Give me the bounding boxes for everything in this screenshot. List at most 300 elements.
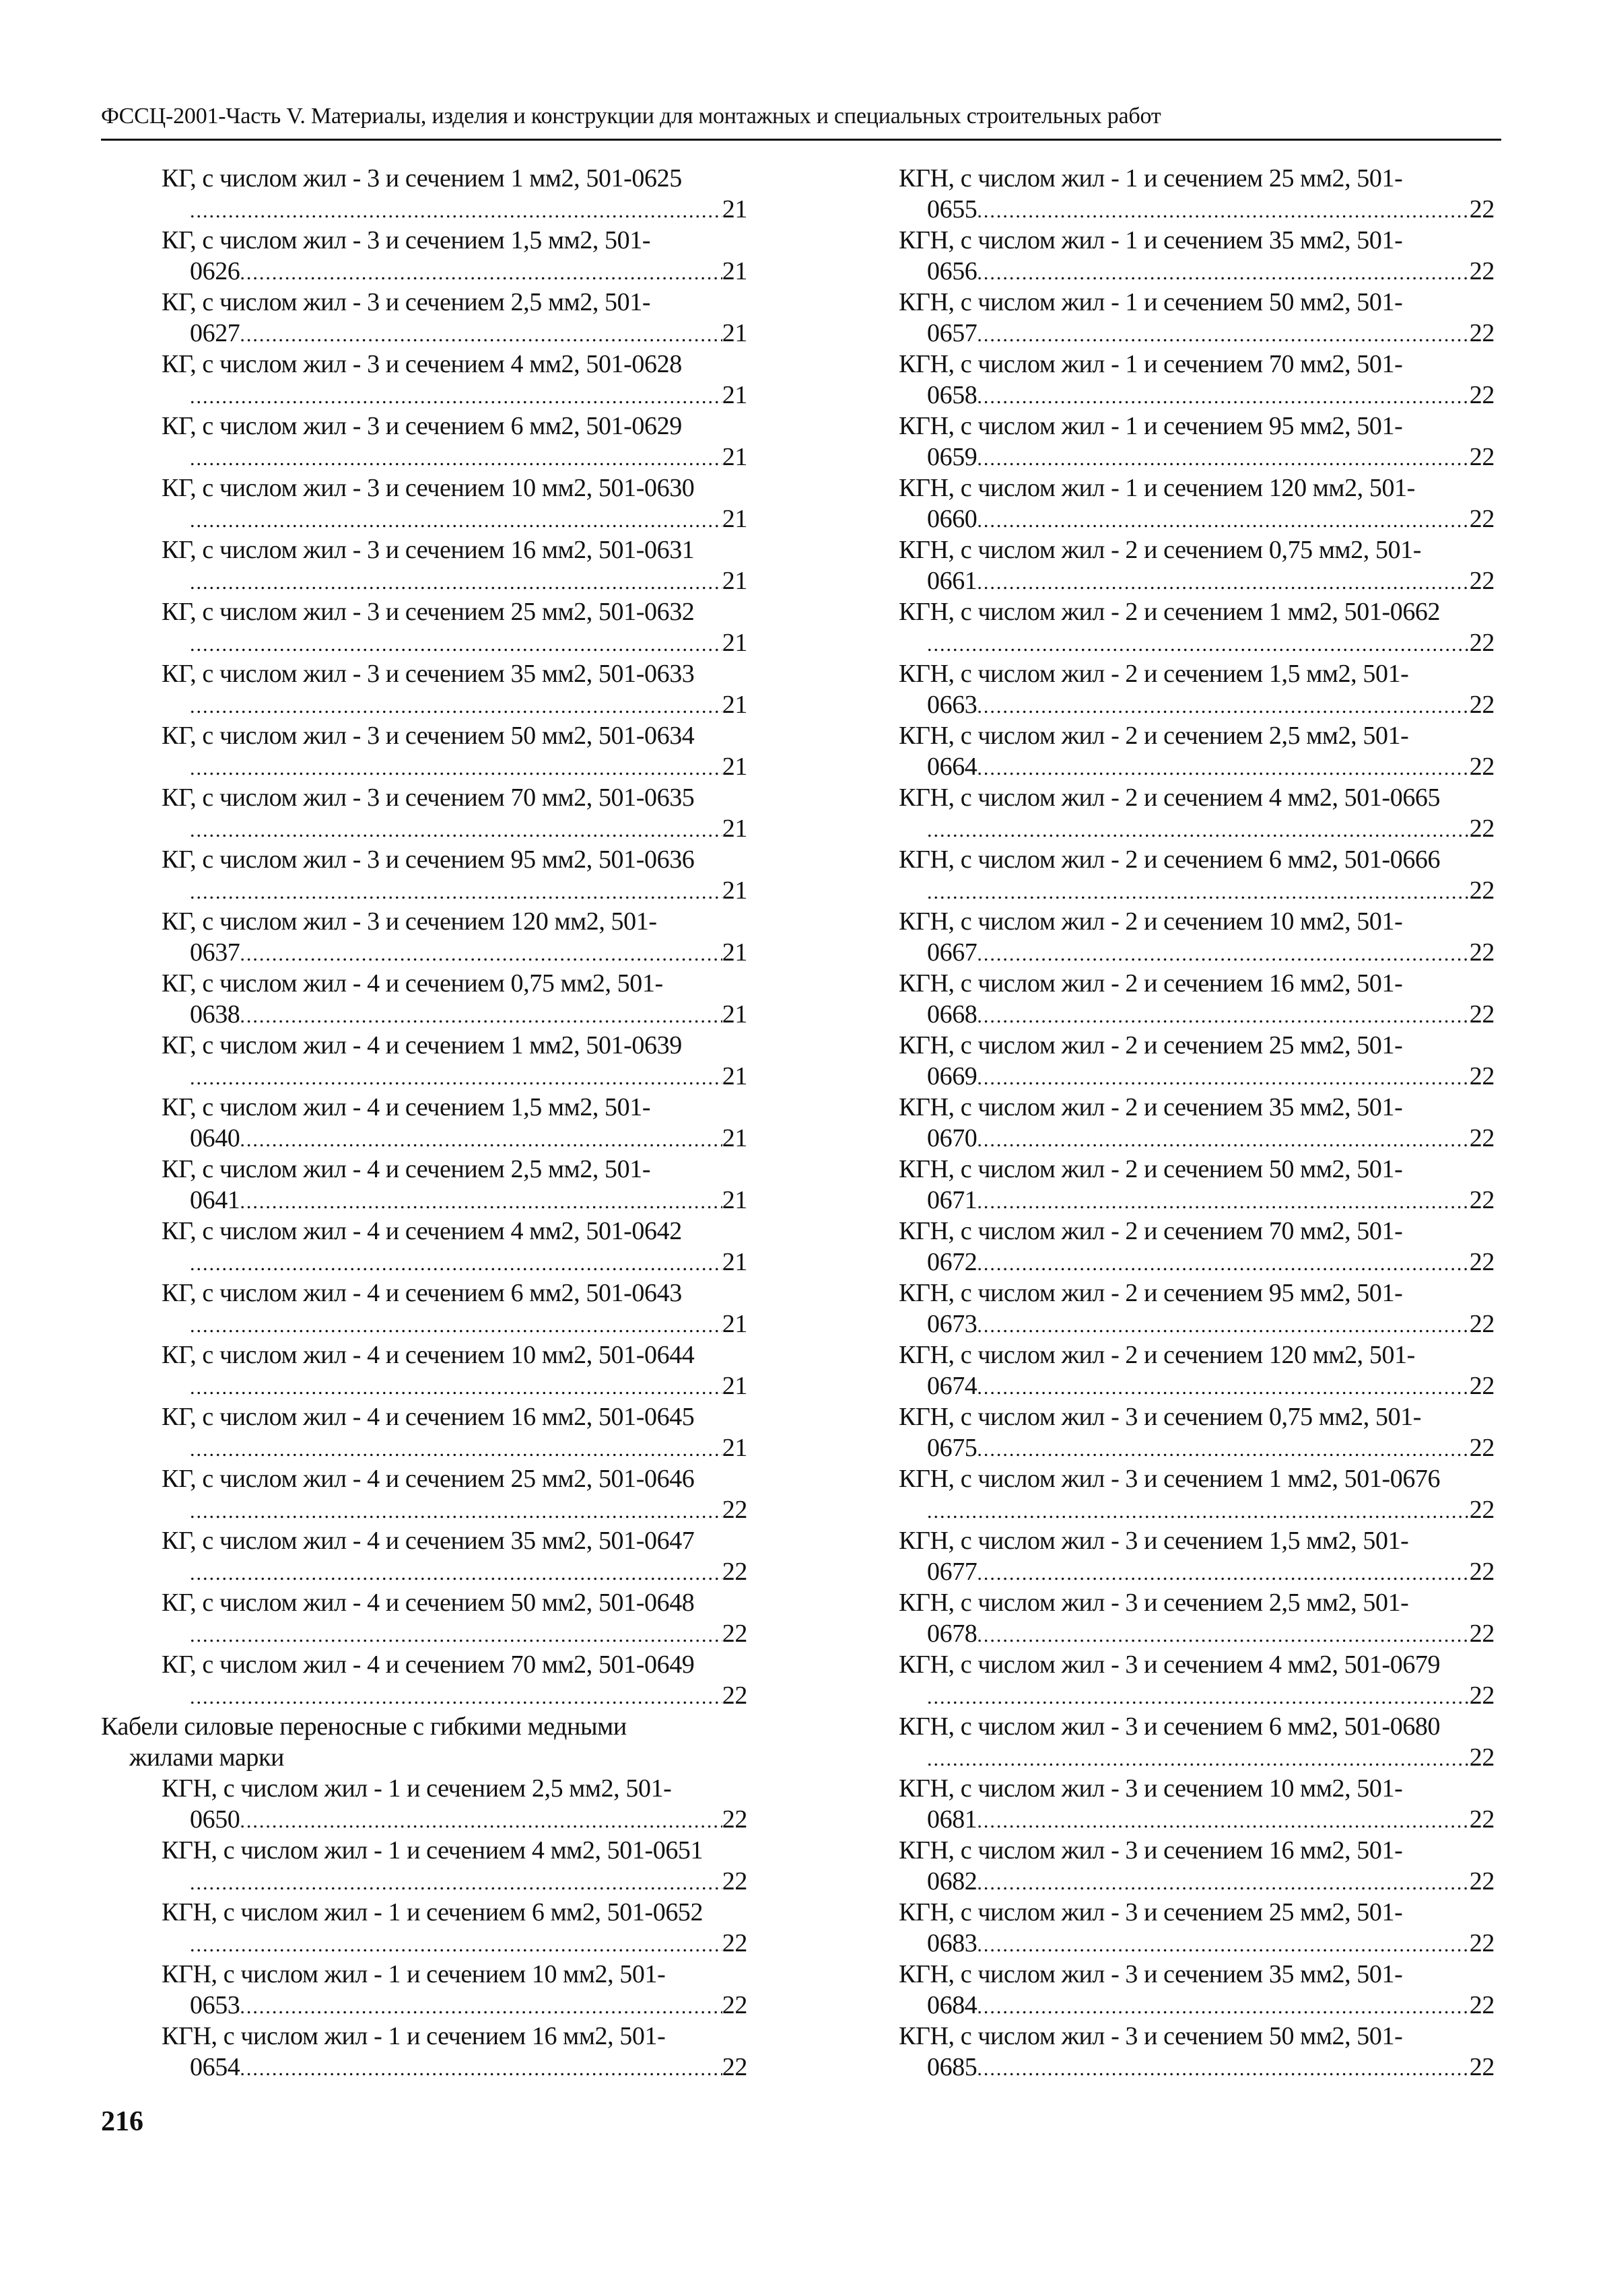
dot-leader [240, 258, 722, 289]
dot-leader [190, 1249, 722, 1280]
entry-code-tail: 0658 [927, 381, 977, 409]
entry-code-tail: 0675 [927, 1434, 977, 1462]
dot-leader [190, 444, 722, 475]
dot-leader [190, 1372, 722, 1403]
entry-leader-line [190, 1618, 747, 1651]
index-entry [899, 534, 1495, 596]
entry-title: КГН, с числом жил - 3 и сечением 50 мм2, 501- [899, 2022, 1403, 2050]
entry-title: КГН, с числом жил - 3 и сечением 6 мм2, 501-0680 [899, 1712, 1441, 1741]
entry-leader-line [927, 1494, 1495, 1527]
index-entry [162, 1030, 747, 1092]
entry-code-tail: 0664 [927, 753, 977, 781]
entry-code-tail: 0672 [927, 1248, 977, 1276]
entry-code-tail: 0661 [927, 567, 977, 595]
entry-title: КГН, с числом жил - 2 и сечением 25 мм2, 501- [899, 1031, 1403, 1059]
entry-title: КГН, с числом жил - 1 и сечением 10 мм2, 501- [162, 1960, 666, 1988]
dot-leader [927, 815, 1470, 846]
dot-leader [190, 753, 722, 784]
entry-code-tail: 0669 [927, 1062, 977, 1090]
entry-code-tail: 0667 [927, 938, 977, 967]
entry-leader-line [190, 1309, 747, 1342]
entry-leader-line [927, 1990, 1495, 2023]
index-entry [162, 1525, 747, 1587]
dot-leader [977, 1311, 1469, 1342]
entry-title: КГ, с числом жил - 3 и сечением 16 мм2, 501-0631 [162, 536, 695, 564]
entry-page-number: 21 [722, 1310, 747, 1338]
entry-code-tail: 0650 [190, 1805, 240, 1834]
entry-code-tail: 0663 [927, 691, 977, 719]
entry-leader-line [190, 1804, 747, 1837]
entry-leader-line [927, 1680, 1495, 1713]
dot-leader [977, 444, 1469, 475]
entry-leader-line [927, 1556, 1495, 1589]
entry-title: КГН, с числом жил - 2 и сечением 10 мм2, 501- [899, 907, 1403, 936]
index-entry [162, 163, 747, 225]
entry-page-number: 22 [1469, 195, 1495, 223]
entry-leader-line [927, 1061, 1495, 1094]
entry-title: КГН, с числом жил - 2 и сечением 50 мм2, 501- [899, 1155, 1403, 1183]
index-entry [899, 782, 1495, 844]
dot-leader [240, 1001, 722, 1032]
index-entry [899, 1773, 1495, 1835]
entry-title: КГН, с числом жил - 1 и сечением 2,5 мм2, 501- [162, 1774, 672, 1803]
entry-page-number: 22 [722, 1496, 747, 1524]
entry-code-tail: 0640 [190, 1124, 240, 1152]
section-heading-line1: Кабели силовые переносные с гибкими медными [101, 1712, 627, 1741]
entry-page-number: 22 [1469, 257, 1495, 285]
index-entry [899, 163, 1495, 225]
dot-leader [190, 629, 722, 660]
entry-title: КГ, с числом жил - 3 и сечением 95 мм2, 501-0636 [162, 845, 695, 874]
entry-title: КГН, с числом жил - 1 и сечением 70 мм2, 501- [899, 350, 1403, 378]
entry-page-number: 22 [1469, 1681, 1495, 1710]
entry-page-number: 22 [722, 1558, 747, 1586]
entry-page-number: 22 [722, 1805, 747, 1834]
entry-page-number: 22 [722, 1867, 747, 1895]
index-entry [899, 844, 1495, 906]
index-entry [899, 411, 1495, 473]
index-entry [899, 1216, 1495, 1278]
entry-page-number: 22 [722, 1929, 747, 1957]
entry-page-number: 22 [722, 1620, 747, 1648]
left-entry-list [101, 163, 747, 1711]
index-entry [162, 844, 747, 906]
dot-leader [190, 1434, 722, 1465]
entry-leader-line [190, 442, 747, 475]
page-header [101, 101, 1501, 141]
index-entry [899, 1340, 1495, 1401]
entry-title: КГ, с числом жил - 4 и сечением 1 мм2, 501-0639 [162, 1031, 682, 1059]
index-entry [899, 1401, 1495, 1463]
right-index-column [892, 163, 1495, 2083]
entry-leader-line [190, 1866, 747, 1899]
index-entry [899, 968, 1495, 1030]
entry-title: КГ, с числом жил - 4 и сечением 70 мм2, 501-0649 [162, 1650, 695, 1679]
dot-leader [977, 753, 1469, 784]
entry-leader-line [927, 1866, 1495, 1899]
index-entry [162, 1587, 747, 1649]
index-entry [162, 1773, 747, 1835]
entry-leader-line [927, 937, 1495, 970]
entry-leader-line [190, 565, 747, 598]
entry-page-number: 21 [722, 381, 747, 409]
entry-title: КГН, с числом жил - 3 и сечением 35 мм2, 501- [899, 1960, 1403, 1988]
entry-title: КГН, с числом жил - 1 и сечением 35 мм2, 501- [899, 226, 1403, 254]
dot-leader [927, 877, 1470, 908]
entry-page-number: 21 [722, 195, 747, 223]
entry-leader-line [927, 1247, 1495, 1280]
dot-leader [977, 1930, 1469, 1961]
dot-leader [927, 629, 1470, 660]
dot-leader [190, 196, 722, 227]
entry-leader-line [190, 380, 747, 413]
index-entry [162, 1216, 747, 1278]
entry-page-number: 22 [1469, 567, 1495, 595]
dot-leader [190, 1558, 722, 1589]
entry-code-tail: 0626 [190, 257, 240, 285]
entry-title: КГН, с числом жил - 2 и сечением 70 мм2, 501- [899, 1217, 1403, 1245]
index-entry [162, 596, 747, 658]
dot-leader [190, 1682, 722, 1713]
entry-page-number: 21 [722, 1124, 747, 1152]
entry-title: КГН, с числом жил - 3 и сечением 2,5 мм2, 501- [899, 1589, 1409, 1617]
entry-page-number: 22 [1469, 319, 1495, 347]
entry-title: КГ, с числом жил - 3 и сечением 35 мм2, 501-0633 [162, 660, 695, 688]
index-entry [899, 1154, 1495, 1216]
entry-leader-line [190, 1185, 747, 1218]
entry-page-number: 21 [722, 814, 747, 843]
entry-code-tail: 0654 [190, 2053, 240, 2081]
index-entry [899, 1587, 1495, 1649]
entry-title: КГ, с числом жил - 3 и сечением 4 мм2, 501-0628 [162, 350, 682, 378]
index-entry [162, 287, 747, 349]
entry-title: КГ, с числом жил - 3 и сечением 2,5 мм2, 501- [162, 288, 651, 316]
entry-title: КГН, с числом жил - 1 и сечением 6 мм2, 501-0652 [162, 1898, 703, 1926]
dot-leader [977, 382, 1469, 413]
dot-leader [190, 1868, 722, 1899]
dot-leader [240, 320, 722, 351]
entry-title: КГ, с числом жил - 4 и сечением 1,5 мм2, 501- [162, 1093, 651, 1121]
entry-page-number: 22 [1469, 1558, 1495, 1586]
entry-page-number: 22 [1469, 1434, 1495, 1462]
index-entry [899, 1897, 1495, 1959]
entry-leader-line [927, 1804, 1495, 1837]
entry-page-number: 22 [1469, 1496, 1495, 1524]
index-entry [162, 782, 747, 844]
dot-leader [240, 1992, 722, 2023]
entry-title: КГН, с числом жил - 2 и сечением 35 мм2, 501- [899, 1093, 1403, 1121]
entry-page-number: 21 [722, 319, 747, 347]
dot-leader [977, 506, 1469, 536]
entry-page-number: 22 [1469, 1867, 1495, 1895]
dot-leader [190, 815, 722, 846]
entry-leader-line [927, 380, 1495, 413]
index-entry [899, 2021, 1495, 2083]
dot-leader [977, 1434, 1469, 1465]
index-entry [899, 906, 1495, 968]
dot-leader [927, 1682, 1470, 1713]
entry-page-number: 22 [1469, 938, 1495, 967]
index-entry [162, 658, 747, 720]
entry-title: КГ, с числом жил - 3 и сечением 6 мм2, 501-0629 [162, 412, 682, 440]
entry-leader-line [927, 1123, 1495, 1156]
index-entry [162, 473, 747, 534]
entry-code-tail: 0655 [927, 195, 977, 223]
entry-page-number: 21 [722, 1000, 747, 1029]
entry-leader-line [190, 1494, 747, 1527]
dot-leader [190, 1063, 722, 1094]
entry-title: КГ, с числом жил - 4 и сечением 6 мм2, 501-0643 [162, 1279, 682, 1307]
entry-code-tail: 0668 [927, 1000, 977, 1029]
entry-leader-line [190, 627, 747, 660]
dot-leader [190, 506, 722, 536]
index-entry [899, 1030, 1495, 1092]
entry-title: КГН, с числом жил - 2 и сечением 95 мм2, 501- [899, 1279, 1403, 1307]
index-entry [162, 1092, 747, 1154]
entry-title: КГН, с числом жил - 1 и сечением 95 мм2, 501- [899, 412, 1403, 440]
entry-title: КГН, с числом жил - 2 и сечением 6 мм2, 501-0666 [899, 845, 1441, 874]
entry-title: КГН, с числом жил - 2 и сечением 2,5 мм2, 501- [899, 722, 1409, 750]
entry-page-number: 21 [722, 1186, 747, 1214]
index-entry [899, 1649, 1495, 1711]
entry-title: КГ, с числом жил - 4 и сечением 16 мм2, 501-0645 [162, 1403, 695, 1431]
entry-page-number: 22 [1469, 381, 1495, 409]
index-entry [162, 968, 747, 1030]
dot-leader [977, 1558, 1469, 1589]
entry-leader-line [190, 1432, 747, 1465]
dot-leader [977, 320, 1469, 351]
dot-leader [927, 1496, 1470, 1527]
entry-leader-line [190, 813, 747, 846]
entry-code-tail: 0638 [190, 1000, 240, 1029]
entry-page-number: 22 [1469, 1000, 1495, 1029]
dot-leader [977, 1063, 1469, 1094]
dot-leader [977, 1249, 1469, 1280]
entry-page-number: 21 [722, 691, 747, 719]
entry-leader-line [927, 565, 1495, 598]
entry-page-number: 22 [1469, 814, 1495, 843]
entry-title: КГН, с числом жил - 1 и сечением 25 мм2, 501- [899, 164, 1403, 193]
entry-code-tail: 0653 [190, 1991, 240, 2019]
entry-title: КГН, с числом жил - 2 и сечением 120 мм2, 501- [899, 1341, 1415, 1369]
entry-title: КГН, с числом жил - 2 и сечением 1,5 мм2, 501- [899, 660, 1409, 688]
entry-title: КГ, с числом жил - 4 и сечением 2,5 мм2, 501- [162, 1155, 651, 1183]
entry-leader-line [927, 2052, 1495, 2085]
dot-leader [977, 939, 1469, 970]
entry-title: КГ, с числом жил - 4 и сечением 35 мм2, 501-0647 [162, 1527, 695, 1555]
dot-leader [977, 2054, 1469, 2085]
index-entry [899, 1463, 1495, 1525]
entry-page-number: 21 [722, 1248, 747, 1276]
entry-title: КГН, с числом жил - 3 и сечением 25 мм2, 501- [899, 1898, 1403, 1926]
entry-code-tail: 0641 [190, 1186, 240, 1214]
entry-code-tail: 0682 [927, 1867, 977, 1895]
entry-title: КГ, с числом жил - 3 и сечением 120 мм2, 501- [162, 907, 657, 936]
entry-page-number: 22 [1469, 505, 1495, 533]
index-entry [899, 349, 1495, 411]
section-heading [101, 1711, 747, 1773]
entry-leader-line [190, 1247, 747, 1280]
dot-leader [190, 1496, 722, 1527]
entry-title: КГ, с числом жил - 4 и сечением 4 мм2, 501-0642 [162, 1217, 682, 1245]
index-entry [899, 658, 1495, 720]
dot-leader [977, 1125, 1469, 1156]
entry-title: КГН, с числом жил - 2 и сечением 16 мм2, 501- [899, 969, 1403, 998]
index-entry [899, 287, 1495, 349]
index-entry [162, 1835, 747, 1897]
index-entry [162, 225, 747, 287]
entry-code-tail: 0677 [927, 1558, 977, 1586]
section-heading-line2: жилами марки [129, 1743, 284, 1772]
entry-leader-line [927, 442, 1495, 475]
index-entry [899, 1525, 1495, 1587]
entry-page-number: 22 [722, 2053, 747, 2081]
dot-leader [977, 567, 1469, 598]
entry-page-number: 22 [1469, 1062, 1495, 1090]
dot-leader [977, 691, 1469, 722]
index-entry [162, 720, 747, 782]
entry-title: КГ, с числом жил - 3 и сечением 70 мм2, 501-0635 [162, 784, 695, 812]
entry-leader-line [927, 1185, 1495, 1218]
index-entry [162, 1463, 747, 1525]
entry-page-number: 22 [722, 1991, 747, 2019]
entry-leader-line [190, 503, 747, 536]
dot-leader [240, 1125, 722, 1156]
dot-leader [190, 382, 722, 413]
entry-page-number: 21 [722, 876, 747, 905]
entry-code-tail: 0660 [927, 505, 977, 533]
index-entry [162, 349, 747, 411]
index-entry [899, 596, 1495, 658]
entry-title: КГ, с числом жил - 3 и сечением 50 мм2, 501-0634 [162, 722, 695, 750]
entry-title: КГН, с числом жил - 3 и сечением 0,75 мм2, 501- [899, 1403, 1422, 1431]
entry-leader-line [927, 689, 1495, 722]
entry-title: КГН, с числом жил - 3 и сечением 1 мм2, 501-0676 [899, 1465, 1441, 1493]
dot-leader [190, 691, 722, 722]
entry-leader-line [927, 999, 1495, 1032]
dot-leader [240, 2054, 722, 2085]
entry-page-number: 22 [1469, 629, 1495, 657]
index-entry [162, 1959, 747, 2021]
entry-title: КГН, с числом жил - 2 и сечением 1 мм2, 501-0662 [899, 598, 1441, 626]
entry-title: КГН, с числом жил - 2 и сечением 4 мм2, 501-0665 [899, 784, 1441, 812]
entry-leader-line [190, 256, 747, 289]
index-entry [162, 1154, 747, 1216]
entry-leader-line [190, 1061, 747, 1094]
entry-page-number: 22 [1469, 691, 1495, 719]
index-entry [162, 906, 747, 968]
entry-page-number: 22 [722, 1681, 747, 1710]
dot-leader [977, 196, 1469, 227]
dot-leader [977, 1992, 1469, 2023]
entry-page-number: 21 [722, 1434, 747, 1462]
entry-leader-line [927, 751, 1495, 784]
entry-code-tail: 0678 [927, 1620, 977, 1648]
dot-leader [977, 1372, 1469, 1403]
dot-leader [190, 1311, 722, 1342]
entry-page-number: 22 [1469, 1372, 1495, 1400]
index-entry [162, 1897, 747, 1959]
entry-title: КГН, с числом жил - 3 и сечением 1,5 мм2, 501- [899, 1527, 1409, 1555]
entry-leader-line [927, 256, 1495, 289]
dot-leader [977, 1187, 1469, 1218]
entry-leader-line [190, 2052, 747, 2085]
entry-leader-line [190, 1370, 747, 1403]
entry-page-number: 21 [722, 1062, 747, 1090]
entry-leader-line [927, 503, 1495, 536]
dot-leader [190, 567, 722, 598]
index-entry [899, 1711, 1495, 1773]
entry-leader-line [190, 1680, 747, 1713]
dot-leader [240, 939, 722, 970]
left-index-column [101, 163, 747, 2083]
entry-code-tail: 0684 [927, 1991, 977, 2019]
entry-leader-line [190, 689, 747, 722]
entry-title: КГН, с числом жил - 3 и сечением 4 мм2, 501-0679 [899, 1650, 1441, 1679]
header-title: ФССЦ-2001-Часть V. Материалы, изделия и конструкции для монтажных и специальных строительных работ [101, 104, 1161, 129]
entry-title: КГН, с числом жил - 1 и сечением 4 мм2, 501-0651 [162, 1836, 703, 1865]
dot-leader [240, 1806, 722, 1837]
entry-leader-line [927, 1928, 1495, 1961]
entry-leader-line [927, 1742, 1495, 1775]
entry-leader-line [927, 813, 1495, 846]
index-entry [899, 720, 1495, 782]
entry-title: КГ, с числом жил - 3 и сечением 10 мм2, 501-0630 [162, 474, 695, 502]
entry-leader-line [190, 318, 747, 351]
entry-title: КГН, с числом жил - 1 и сечением 50 мм2, 501- [899, 288, 1403, 316]
entry-title: КГ, с числом жил - 3 и сечением 25 мм2, 501-0632 [162, 598, 695, 626]
entry-leader-line [927, 1370, 1495, 1403]
entry-leader-line [190, 999, 747, 1032]
entry-code-tail: 0637 [190, 938, 240, 967]
entry-leader-line [190, 1990, 747, 2023]
entry-code-tail: 0627 [190, 319, 240, 347]
dot-leader [190, 1620, 722, 1651]
entry-leader-line [190, 875, 747, 908]
entry-leader-line [927, 875, 1495, 908]
dot-leader [977, 1001, 1469, 1032]
entry-leader-line [190, 194, 747, 227]
index-entry [899, 1092, 1495, 1154]
entry-code-tail: 0671 [927, 1186, 977, 1214]
entry-code-tail: 0659 [927, 443, 977, 471]
entry-page-number: 21 [722, 443, 747, 471]
page-number: 216 [101, 2106, 143, 2137]
index-entry [162, 1649, 747, 1711]
entry-code-tail: 0683 [927, 1929, 977, 1957]
index-entry [162, 2021, 747, 2083]
dot-leader [190, 1930, 722, 1961]
entry-leader-line [927, 1309, 1495, 1342]
entry-title: КГН, с числом жил - 1 и сечением 16 мм2, 501- [162, 2022, 666, 2050]
entry-leader-line [190, 1123, 747, 1156]
dot-leader [927, 1744, 1470, 1775]
entry-page-number: 21 [722, 629, 747, 657]
entry-page-number: 22 [1469, 753, 1495, 781]
dot-leader [240, 1187, 722, 1218]
entry-page-number: 21 [722, 567, 747, 595]
entry-code-tail: 0674 [927, 1372, 977, 1400]
dot-leader [977, 1806, 1469, 1837]
index-entry [899, 1835, 1495, 1897]
entry-page-number: 22 [1469, 1124, 1495, 1152]
entry-code-tail: 0656 [927, 257, 977, 285]
entry-code-tail: 0670 [927, 1124, 977, 1152]
dot-leader [977, 258, 1469, 289]
entry-title: КГ, с числом жил - 3 и сечением 1,5 мм2, 501- [162, 226, 651, 254]
entry-leader-line [927, 1432, 1495, 1465]
entry-code-tail: 0657 [927, 319, 977, 347]
